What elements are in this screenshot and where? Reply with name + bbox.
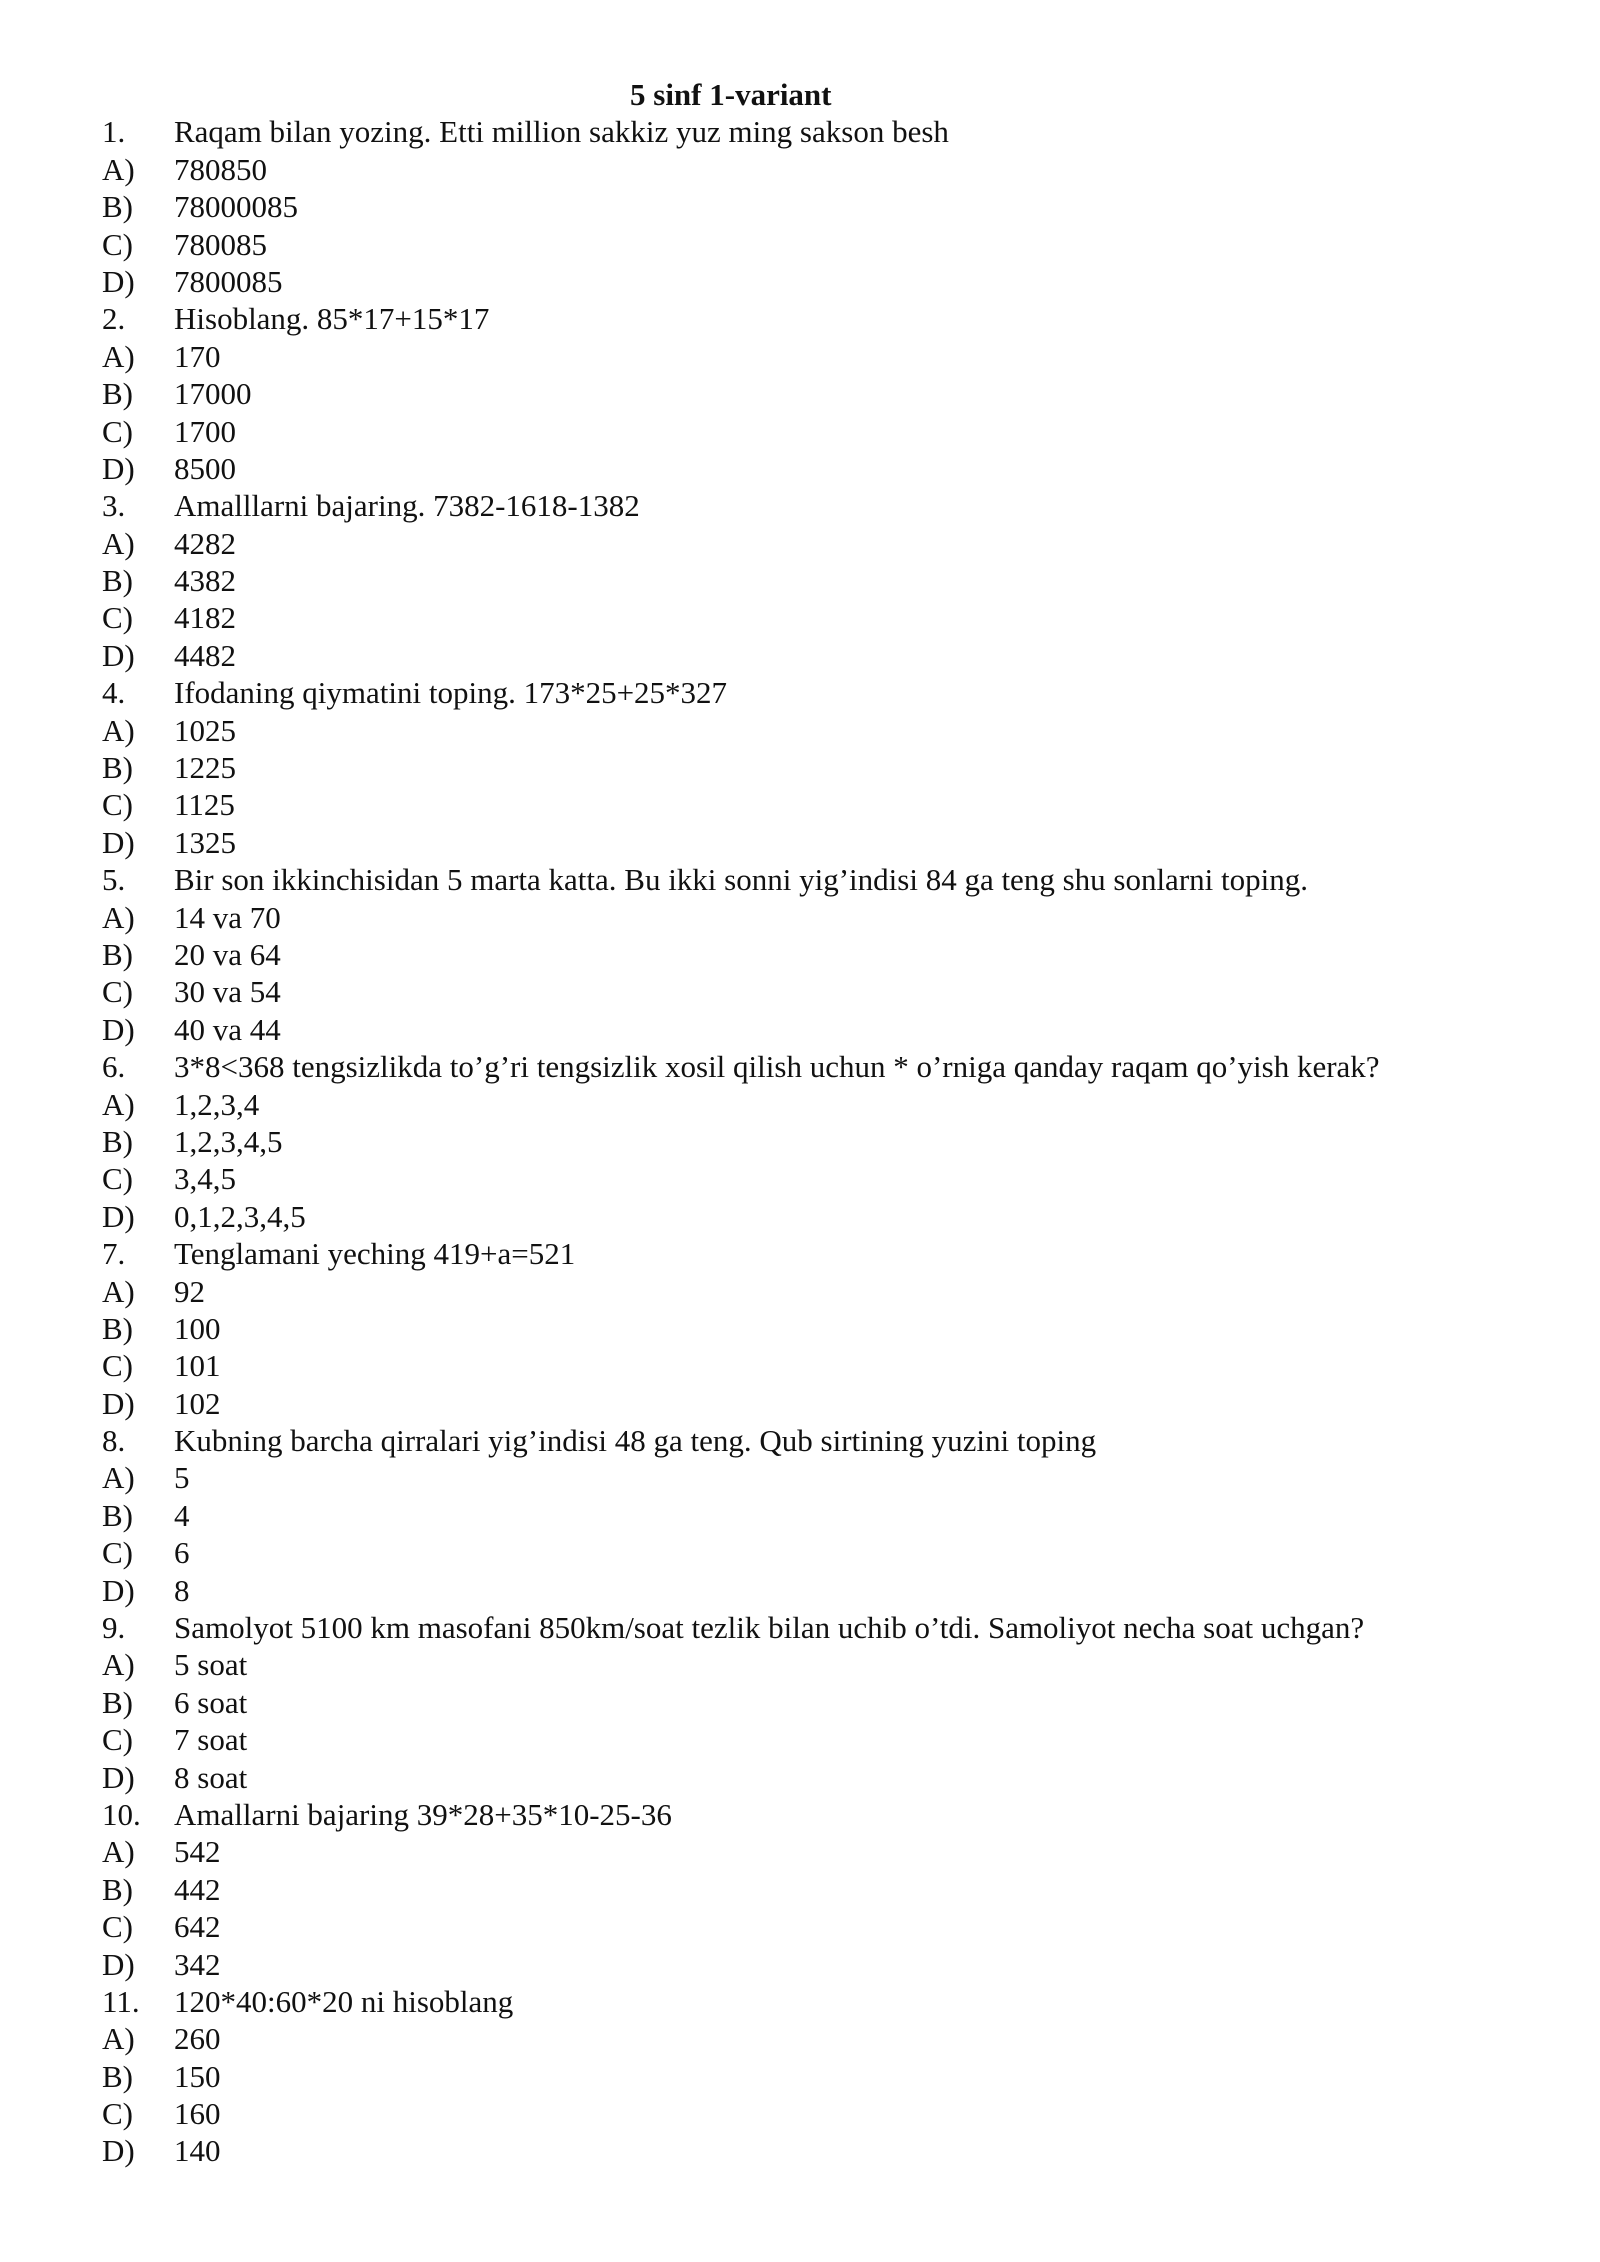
question-number: 5. (102, 862, 126, 898)
option-label: A) (102, 2021, 135, 2057)
answer-option (102, 338, 1502, 375)
option-label: C) (102, 413, 133, 449)
answer-option (102, 562, 1502, 599)
option-label: C) (102, 1722, 133, 1758)
answer-option (102, 1721, 1502, 1758)
option-label: C) (102, 787, 133, 823)
answer-option (102, 375, 1502, 412)
option-label: D) (102, 1198, 135, 1234)
question-text: 120*40:60*20 ni hisoblang (174, 1983, 514, 2019)
option-text: 642 (174, 1909, 221, 1945)
option-label: D) (102, 1946, 135, 1982)
answer-option (102, 2058, 1502, 2095)
option-label: B) (102, 376, 133, 412)
answer-option (102, 899, 1502, 936)
option-label: D) (102, 637, 135, 673)
answer-option (102, 263, 1502, 300)
option-text: 1,2,3,4 (174, 1086, 260, 1122)
option-text: 342 (174, 1946, 221, 1982)
option-label: A) (102, 338, 135, 374)
answer-option (102, 2020, 1502, 2057)
option-label: C) (102, 2096, 133, 2132)
option-text: 102 (174, 1385, 221, 1421)
question-6 (102, 1048, 1502, 1085)
option-text: 780085 (174, 226, 267, 262)
question-text: Amalllarni bajaring. 7382-1618-1382 (174, 488, 640, 524)
option-text: 260 (174, 2021, 221, 2057)
answer-option (102, 1646, 1502, 1683)
option-text: 8500 (174, 450, 236, 486)
option-label: A) (102, 1460, 135, 1496)
option-text: 8 soat (174, 1759, 248, 1795)
question-4 (102, 674, 1502, 711)
question-number: 7. (102, 1236, 126, 1272)
page-title: 5 sinf 1-variant (630, 77, 832, 112)
option-label: A) (102, 899, 135, 935)
question-text: Ifodaning qiymatini toping. 173*25+25*327 (174, 675, 728, 711)
question-text: Hisoblang. 85*17+15*17 (174, 301, 490, 337)
document-page (102, 76, 1502, 2170)
answer-option (102, 1385, 1502, 1422)
option-label: C) (102, 1348, 133, 1384)
answer-option (102, 749, 1502, 786)
option-label: A) (102, 151, 135, 187)
option-text: 4 (174, 1497, 190, 1533)
answer-option (102, 1198, 1502, 1235)
question-number: 8. (102, 1423, 126, 1459)
option-text: 20 va 64 (174, 936, 281, 972)
option-label: D) (102, 263, 135, 299)
answer-option (102, 151, 1502, 188)
question-5 (102, 861, 1502, 898)
answer-option (102, 188, 1502, 225)
question-number: 3. (102, 488, 126, 524)
option-text: 1125 (174, 787, 235, 823)
option-label: B) (102, 1684, 133, 1720)
option-label: D) (102, 1385, 135, 1421)
option-label: C) (102, 1909, 133, 1945)
option-label: C) (102, 600, 133, 636)
answer-option (102, 786, 1502, 823)
option-label: B) (102, 563, 133, 599)
option-label: B) (102, 189, 133, 225)
answer-option (102, 973, 1502, 1010)
option-text: 170 (174, 338, 221, 374)
option-label: A) (102, 1647, 135, 1683)
option-label: B) (102, 2058, 133, 2094)
option-label: C) (102, 226, 133, 262)
answer-option (102, 1759, 1502, 1796)
option-text: 92 (174, 1273, 205, 1309)
option-text: 442 (174, 1871, 221, 1907)
answer-option (102, 1684, 1502, 1721)
answer-option (102, 1310, 1502, 1347)
answer-option (102, 413, 1502, 450)
option-text: 150 (174, 2058, 221, 2094)
option-text: 100 (174, 1310, 221, 1346)
option-label: D) (102, 2133, 135, 2169)
answer-option (102, 450, 1502, 487)
answer-option (102, 1497, 1502, 1534)
answer-option (102, 712, 1502, 749)
option-text: 78000085 (174, 189, 298, 225)
answer-option (102, 1011, 1502, 1048)
option-label: B) (102, 1310, 133, 1346)
option-text: 4282 (174, 525, 236, 561)
option-label: C) (102, 974, 133, 1010)
option-label: B) (102, 750, 133, 786)
option-label: A) (102, 1273, 135, 1309)
question-7 (102, 1235, 1502, 1272)
option-label: D) (102, 1572, 135, 1608)
option-label: A) (102, 525, 135, 561)
option-label: C) (102, 1161, 133, 1197)
option-label: D) (102, 1759, 135, 1795)
answer-option (102, 1572, 1502, 1609)
option-text: 160 (174, 2096, 221, 2132)
option-text: 1,2,3,4,5 (174, 1123, 283, 1159)
option-text: 6 soat (174, 1684, 248, 1720)
answer-option (102, 1534, 1502, 1571)
question-1 (102, 113, 1502, 150)
question-list (102, 113, 1502, 2169)
answer-option (102, 936, 1502, 973)
answer-option (102, 599, 1502, 636)
answer-option (102, 2132, 1502, 2169)
question-number: 6. (102, 1049, 126, 1085)
question-text: Kubning barcha qirralari yig’indisi 48 ga teng. Qub sirtining yuzini toping (174, 1423, 1097, 1459)
option-text: 1325 (174, 824, 236, 860)
option-text: 3,4,5 (174, 1161, 236, 1197)
question-text: Samolyot 5100 km masofani 850km/soat tezlik bilan uchib o’tdi. Samoliyot necha soat uchgan? (174, 1610, 1365, 1646)
answer-option (102, 1273, 1502, 1310)
option-text: 780850 (174, 151, 267, 187)
question-number: 10. (102, 1796, 141, 1832)
answer-option (102, 824, 1502, 861)
question-number: 2. (102, 301, 126, 337)
option-label: B) (102, 1123, 133, 1159)
option-text: 1225 (174, 750, 236, 786)
option-label: A) (102, 712, 135, 748)
question-text: 3*8<368 tengsizlikda to’g’ri tengsizlik xosil qilish uchun * o’rniga qanday raqam qo’yish kerak? (174, 1049, 1380, 1085)
option-label: B) (102, 1497, 133, 1533)
option-text: 542 (174, 1834, 221, 1870)
option-text: 14 va 70 (174, 899, 281, 935)
option-label: C) (102, 1535, 133, 1571)
option-text: 1025 (174, 712, 236, 748)
option-label: B) (102, 1871, 133, 1907)
question-3 (102, 487, 1502, 524)
option-label: A) (102, 1834, 135, 1870)
answer-option (102, 637, 1502, 674)
option-text: 5 (174, 1460, 190, 1496)
option-text: 5 soat (174, 1647, 248, 1683)
question-text: Tenglamani yeching 419+a=521 (174, 1236, 576, 1272)
question-10 (102, 1796, 1502, 1833)
question-number: 4. (102, 675, 126, 711)
answer-option (102, 1833, 1502, 1870)
question-2 (102, 300, 1502, 337)
option-text: 30 va 54 (174, 974, 281, 1010)
option-text: 140 (174, 2133, 221, 2169)
answer-option (102, 1946, 1502, 1983)
option-text: 4182 (174, 600, 236, 636)
answer-option (102, 2095, 1502, 2132)
option-text: 4382 (174, 563, 236, 599)
answer-option (102, 1871, 1502, 1908)
answer-option (102, 1347, 1502, 1384)
option-label: D) (102, 824, 135, 860)
question-8 (102, 1422, 1502, 1459)
option-text: 4482 (174, 637, 236, 673)
question-number: 9. (102, 1610, 126, 1646)
option-text: 17000 (174, 376, 252, 412)
option-label: A) (102, 1086, 135, 1122)
option-text: 6 (174, 1535, 190, 1571)
question-text: Bir son ikkinchisidan 5 marta katta. Bu ikki sonni yig’indisi 84 ga teng shu sonlarni toping. (174, 862, 1308, 898)
option-text: 8 (174, 1572, 190, 1608)
answer-option (102, 525, 1502, 562)
question-text: Amallarni bajaring 39*28+35*10-25-36 (174, 1796, 672, 1832)
question-number: 11. (102, 1983, 140, 2019)
option-text: 7800085 (174, 263, 283, 299)
option-text: 0,1,2,3,4,5 (174, 1198, 306, 1234)
answer-option (102, 1086, 1502, 1123)
option-text: 40 va 44 (174, 1011, 281, 1047)
answer-option (102, 1459, 1502, 1496)
question-text: Raqam bilan yozing. Etti million sakkiz yuz ming sakson besh (174, 114, 949, 150)
option-text: 1700 (174, 413, 236, 449)
answer-option (102, 226, 1502, 263)
option-label: D) (102, 1011, 135, 1047)
question-number: 1. (102, 114, 126, 150)
option-label: D) (102, 450, 135, 486)
answer-option (102, 1908, 1502, 1945)
option-text: 101 (174, 1348, 221, 1384)
answer-option (102, 1160, 1502, 1197)
question-9 (102, 1609, 1502, 1646)
option-text: 7 soat (174, 1722, 248, 1758)
question-11 (102, 1983, 1502, 2020)
answer-option (102, 1123, 1502, 1160)
option-label: B) (102, 936, 133, 972)
